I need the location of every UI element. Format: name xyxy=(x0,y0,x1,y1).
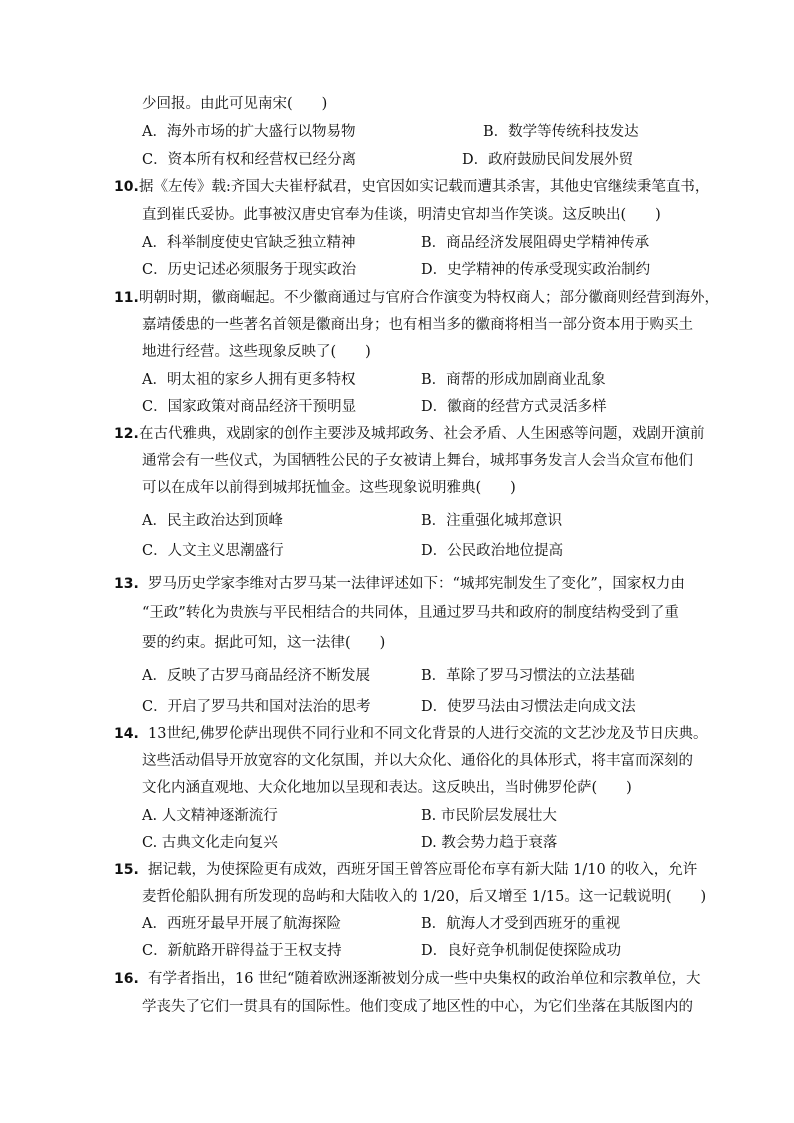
q12-stem-line: 在古代雅典，戏剧家的创作主要涉及城邦政务、社会矛盾、人生困惑等问题，戏剧开演前 xyxy=(139,426,705,442)
q13-option-c: C．开启了罗马共和国对法治的思考 xyxy=(142,699,371,715)
q11-stem-line: 地进行经营。这些现象反映了( ) xyxy=(142,344,371,360)
q13-number: 13. xyxy=(114,576,139,592)
q10-option-c: C．历史记述必须服务于现实政治 xyxy=(142,262,357,278)
q11-option-a: A．明太祖的家乡人拥有更多特权 xyxy=(142,372,356,388)
q13-option-a: A．反映了古罗马商品经济不断发展 xyxy=(142,668,370,684)
q12-option-b: B．注重强化城邦意识 xyxy=(421,513,563,529)
q14-number: 14. xyxy=(114,726,139,742)
q11-number: 11. xyxy=(114,290,139,306)
q13-option-d: D．使罗马法由习惯法走向成文法 xyxy=(421,699,636,715)
q11-option-d: D．徽商的经营方式灵活多样 xyxy=(421,399,607,415)
q11-stem-line: 明朝时期，徽商崛起。不少徽商通过与官府合作演变为特权商人；部分徽商则经营到海外， xyxy=(139,290,719,306)
q9-option-d: D．政府鼓励民间发展外贸 xyxy=(462,152,634,168)
q15-number: 15. xyxy=(114,862,139,878)
q12-option-c: C．人文主义思潮盛行 xyxy=(142,543,284,559)
q12-option-a: A．民主政治达到顶峰 xyxy=(142,513,283,529)
q15-option-b: B．航海人才受到西班牙的重视 xyxy=(421,916,621,932)
q12-number: 12. xyxy=(114,426,139,442)
q10-option-d: D．史学精神的传承受现实政治制约 xyxy=(421,262,651,278)
q16-stem-line: 学丧失了它们一贯具有的国际性。他们变成了地区性的中心，为它们坐落在其版图内的 xyxy=(142,999,693,1015)
q14-stem-line: 13世纪,佛罗伦萨出现供不同行业和不同文化背景的人进行交流的文艺沙龙及节日庆典。 xyxy=(148,726,708,742)
q9-option-c: C．资本所有权和经营权已经分离 xyxy=(142,152,357,168)
q16-stem-line: 有学者指出，16 世纪“随着欧洲逐渐被划分成一些中央集权的政治单位和宗教单位，大 xyxy=(148,971,701,987)
q10-stem-line: 据《左传》载:齐国大夫崔杼弑君，史官因如实记载而遭其杀害，其他史官继续秉笔直书， xyxy=(139,179,710,195)
q14-option-d: D. 教会势力趋于衰落 xyxy=(421,835,558,851)
q12-stem-line: 可以在成年以前得到城邦抚恤金。这些现象说明雅典( ) xyxy=(142,480,516,496)
q16-number: 16. xyxy=(114,971,139,987)
q12-stem-line: 通常会有一些仪式，为国牺牲公民的子女被请上舞台，城邦事务发言人会当众宣布他们 xyxy=(142,453,693,469)
q11-option-c: C．国家政策对商品经济干预明显 xyxy=(142,399,357,415)
q14-stem-line: 文化内涵直观地、大众化地加以呈现和表达。这反映出，当时佛罗伦萨( ) xyxy=(142,780,632,796)
q10-option-a: A．科举制度使史官缺乏独立精神 xyxy=(142,235,356,251)
q9-option-a: A．海外市场的扩大盛行以物易物 xyxy=(142,124,356,140)
q10-option-b: B．商品经济发展阻碍史学精神传承 xyxy=(421,235,650,251)
q15-option-c: C．新航路开辟得益于王权支持 xyxy=(142,943,342,959)
q14-option-b: B. 市民阶层发展壮大 xyxy=(421,808,557,824)
q15-stem-line: 麦哲伦船队拥有所发现的岛屿和大陆收入的 1/20，后又增至 1/15。这一记载说明( ) xyxy=(142,889,707,905)
q13-stem-line: 罗马历史学家李维对古罗马某一法律评述如下：“城邦宪制发生了变化”，国家权力由 xyxy=(148,576,685,592)
q11-stem-line: 嘉靖倭患的一些著名首领是徽商出身；也有相当多的徽商将相当一部分资本用于购买土 xyxy=(142,317,693,333)
q14-option-c: C. 古典文化走向复兴 xyxy=(142,835,278,851)
q15-option-d: D．良好竞争机制促使探险成功 xyxy=(421,943,622,959)
q10-stem-line: 直到崔氏妥协。此事被汉唐史官奉为佳谈，明清史官却当作笑谈。这反映出( ) xyxy=(142,207,661,223)
q11-option-b: B．商帮的形成加剧商业乱象 xyxy=(421,372,606,388)
q15-option-a: A．西班牙最早开展了航海探险 xyxy=(142,916,341,932)
q9-option-b: B．数学等传统科技发达 xyxy=(483,124,639,140)
q14-stem-line: 这些活动倡导开放宽容的文化氛围，并以大众化、通俗化的具体形式，将丰富而深刻的 xyxy=(142,753,693,769)
q13-stem-line: “王政”转化为贵族与平民相结合的共同体，且通过罗马共和政府的制度结构受到了重 xyxy=(142,605,679,621)
q9-stem-line-end: 少回报。由此可见南宋( ) xyxy=(142,96,328,112)
q12-option-d: D．公民政治地位提高 xyxy=(421,543,564,559)
q13-option-b: B．革除了罗马习惯法的立法基础 xyxy=(421,668,635,684)
q13-stem-line: 要的约束。据此可知，这一法律( ) xyxy=(142,635,386,651)
q10-number: 10. xyxy=(114,179,139,195)
q14-option-a: A. 人文精神逐渐流行 xyxy=(142,808,278,824)
q15-stem-line: 据记载，为使探险更有成效，西班牙国王曾答应哥伦布享有新大陆 1/10 的收入，允许 xyxy=(148,862,698,878)
